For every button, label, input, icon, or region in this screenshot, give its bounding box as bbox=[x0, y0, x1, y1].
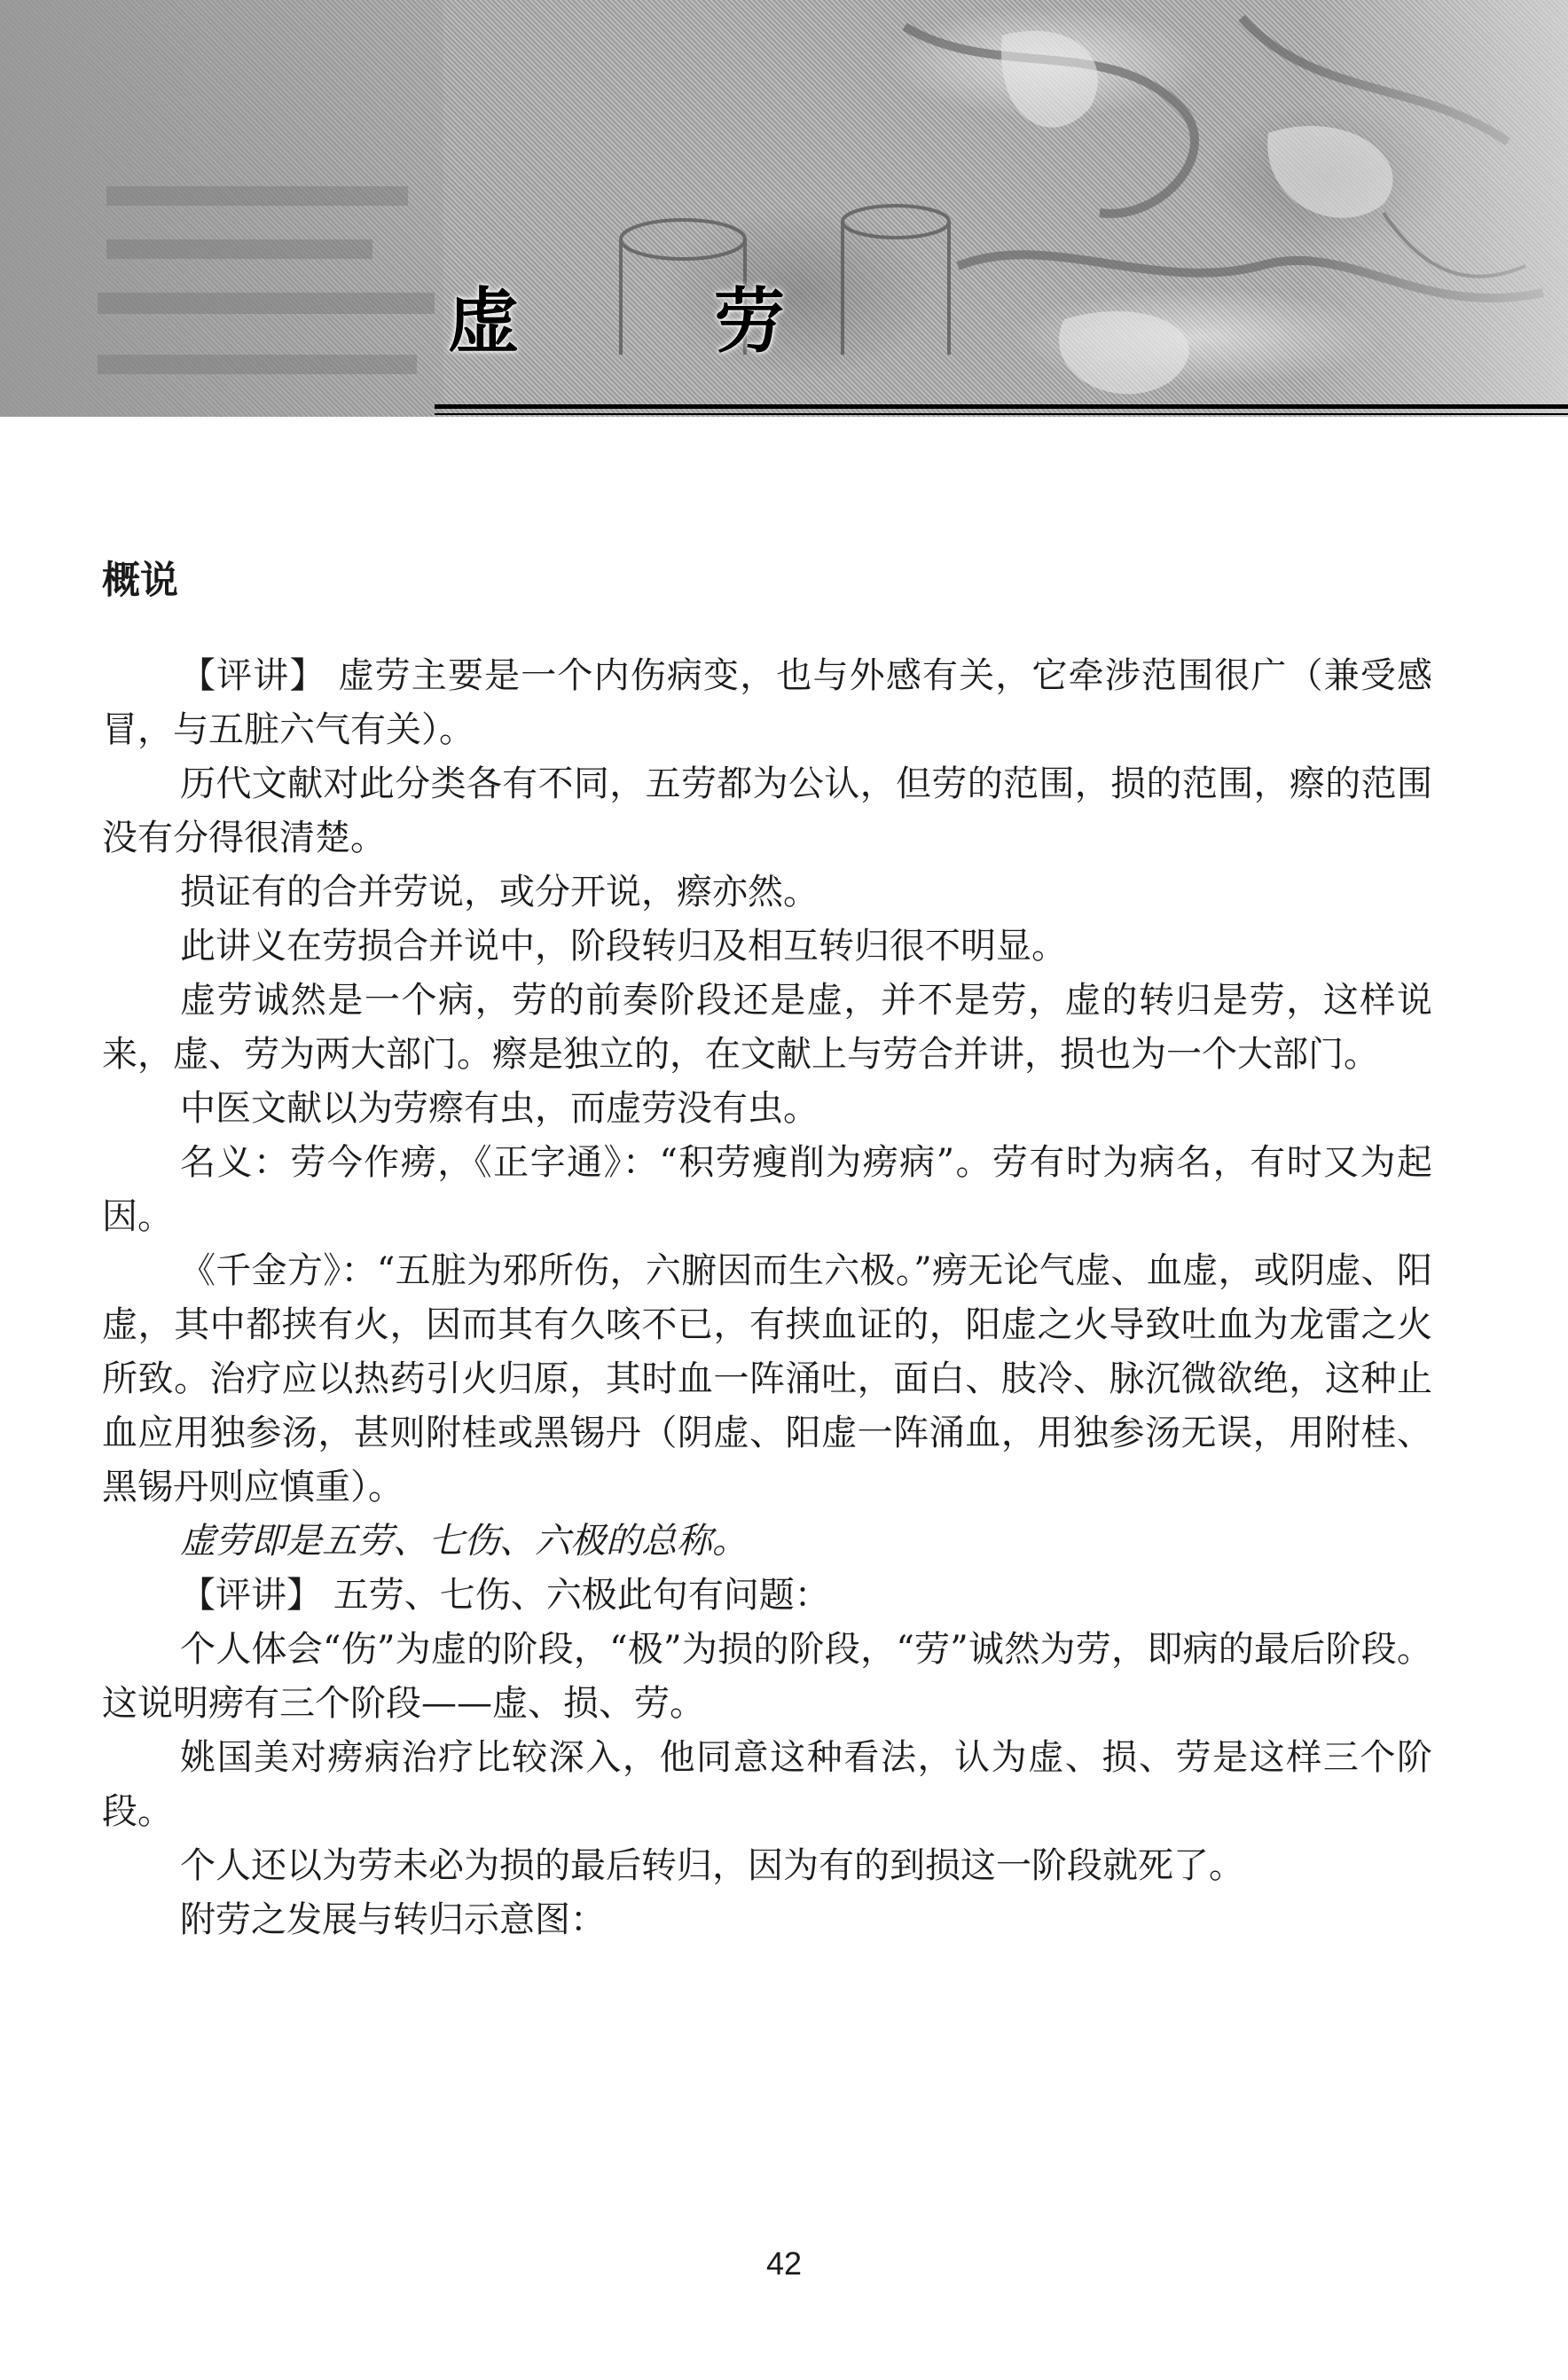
paragraph: 名义：劳今作痨，《正字通》：“积劳瘦削为痨病”。劳有时为病名，有时又为起因。 bbox=[102, 1141, 1432, 1237]
header-rule-thick bbox=[435, 404, 1568, 409]
page-number: 42 bbox=[765, 2245, 803, 2282]
paragraph: 损证有的合并劳说，或分开说，瘵亦然。 bbox=[180, 871, 819, 912]
banner-right-fade bbox=[1302, 0, 1568, 417]
paragraph: 【评讲】 虚劳主要是一个内伤病变，也与外感有关，它牵涉范围很广（兼受感冒，与五脏六气有关）。 bbox=[102, 654, 1432, 750]
header-banner bbox=[0, 0, 1568, 417]
paragraph: 此讲义在劳损合并说中，阶段转归及相互转归很不明显。 bbox=[180, 925, 1067, 967]
paragraph: 【评讲】 五劳、七伤、六极此句有问题： bbox=[180, 1574, 830, 1616]
paragraph: 个人体会“伤”为虚的阶段，“极”为损的阶段，“劳”诚然为劳，即病的最后阶段。这说明痨有三个阶段——虚、损、劳。 bbox=[102, 1628, 1432, 1724]
quoted-original-text: 虚劳即是五劳、七伤、六极的总称。 bbox=[180, 1520, 748, 1562]
paragraph: 历代文献对此分类各有不同，五劳都为公认，但劳的范围，损的范围，瘵的范围没有分得很清楚。 bbox=[102, 763, 1432, 858]
paragraph: 附劳之发展与转归示意图： bbox=[180, 1899, 606, 1940]
paragraph: 个人还以为劳未必为损的最后转归，因为有的到损这一阶段就死了。 bbox=[180, 1844, 1244, 1886]
paragraph: 虚劳诚然是一个病，劳的前奏阶段还是虚，并不是劳，虚的转归是劳，这样说来，虚、劳为两大部门。瘵是独立的，在文献上与劳合并讲，损也为一个大部门。 bbox=[102, 979, 1432, 1075]
chapter-title-char-2: 劳 bbox=[714, 279, 785, 363]
paragraph: 《千金方》：“五脏为邪所伤，六腑因而生六极。”痨无论气虚、血虚，或阴虚、阳虚，其中都挟有火，因而其有久咳不已，有挟血证的，阳虚之火导致吐血为龙雷之火所致。治疗应以热药引火归原，其时血一阵涌吐，面白、肢冷、脉沉微欲绝，这种止血应用独参汤，甚则附桂或黑锡丹（阴虚、阳虚一阵涌血，用独参汤无误，用附桂、黑锡丹则应慎重）。 bbox=[102, 1249, 1432, 1507]
main-content bbox=[102, 559, 1432, 1947]
section-title: 概说 bbox=[102, 559, 178, 603]
paragraph: 姚国美对痨病治疗比较深入，他同意这种看法，认为虚、损、劳是这样三个阶段。 bbox=[102, 1736, 1432, 1832]
header-rule-thin bbox=[435, 413, 1568, 415]
chapter-title bbox=[448, 266, 785, 364]
chapter-title-char-1: 虚 bbox=[448, 279, 519, 363]
paragraph: 中医文献以为劳瘵有虫，而虚劳没有虫。 bbox=[180, 1087, 819, 1129]
